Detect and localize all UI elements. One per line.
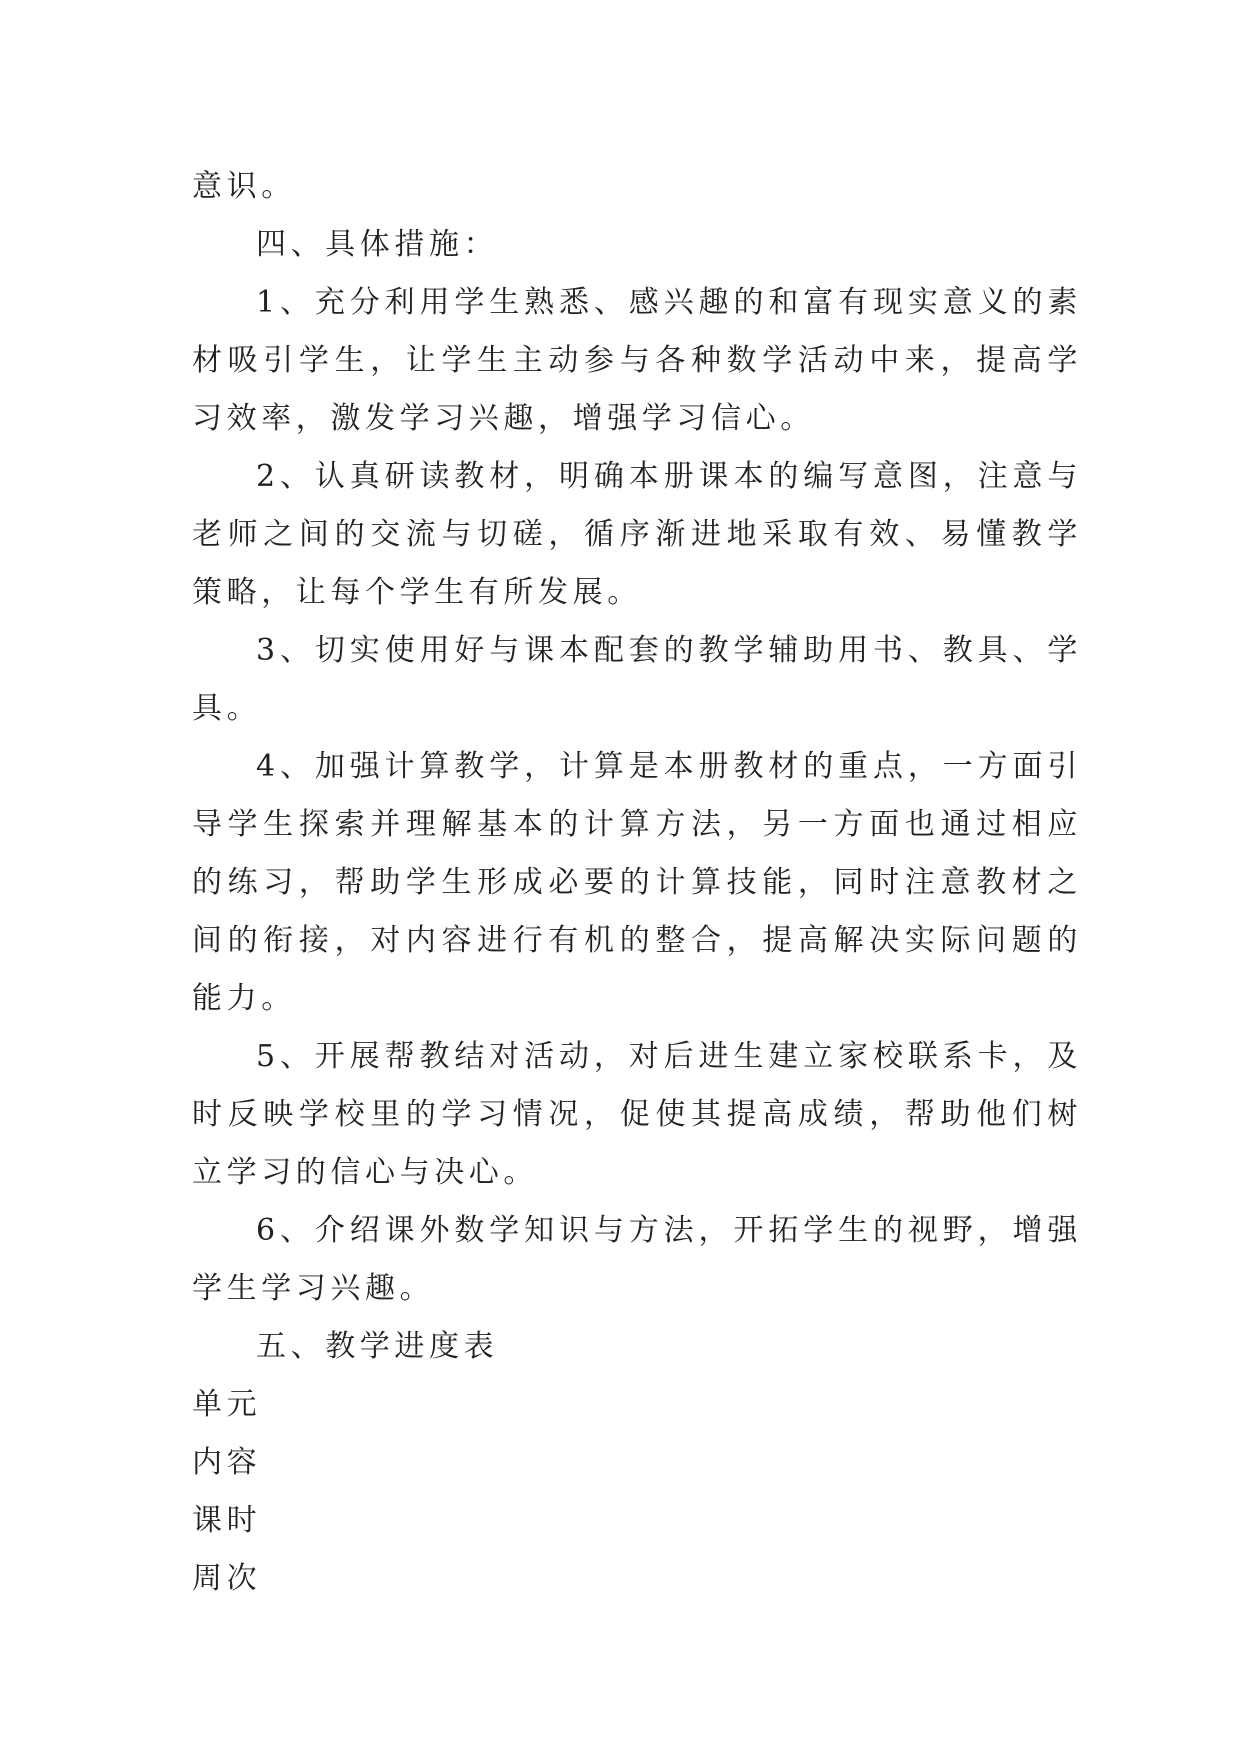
measure-item-5: 5、开展帮教结对活动，对后进生建立家校联系卡，及时反映学校里的学习情况，促使其提高成绩，帮助他们树立学习的信心与决心。 xyxy=(192,1039,1082,1190)
schedule-header-week: 周次 xyxy=(192,1561,262,1596)
document-body xyxy=(192,158,1082,1608)
measure-item-2: 2、认真研读教材，明确本册课本的编写意图，注意与老师之间的交流与切磋，循序渐进地采取有效、易懂教学策略，让每个学生有所发展。 xyxy=(192,459,1082,610)
paragraph-fragment: 意识。 xyxy=(192,169,296,204)
schedule-header-content: 内容 xyxy=(192,1445,262,1480)
measure-item-3: 3、切实使用好与课本配套的教学辅助用书、教具、学具。 xyxy=(192,633,1082,726)
measure-item-1: 1、充分利用学生熟悉、感兴趣的和富有现实意义的素材吸引学生，让学生主动参与各种数学活动中来，提高学习效率，激发学习兴趣，增强学习信心。 xyxy=(192,285,1082,436)
section-heading-schedule: 五、教学进度表 xyxy=(256,1329,499,1364)
measure-item-4: 4、加强计算教学，计算是本册教材的重点，一方面引导学生探索并理解基本的计算方法，另一方面也通过相应的练习，帮助学生形成必要的计算技能，同时注意教材之间的衔接，对内容进行有机的整合，提高解决实际问题的能力。 xyxy=(192,749,1082,1016)
section-heading-measures: 四、具体措施： xyxy=(256,227,499,262)
schedule-header-unit: 单元 xyxy=(192,1387,262,1422)
schedule-header-hours: 课时 xyxy=(192,1503,262,1538)
measure-item-6: 6、介绍课外数学知识与方法，开拓学生的视野，增强学生学习兴趣。 xyxy=(192,1213,1082,1306)
